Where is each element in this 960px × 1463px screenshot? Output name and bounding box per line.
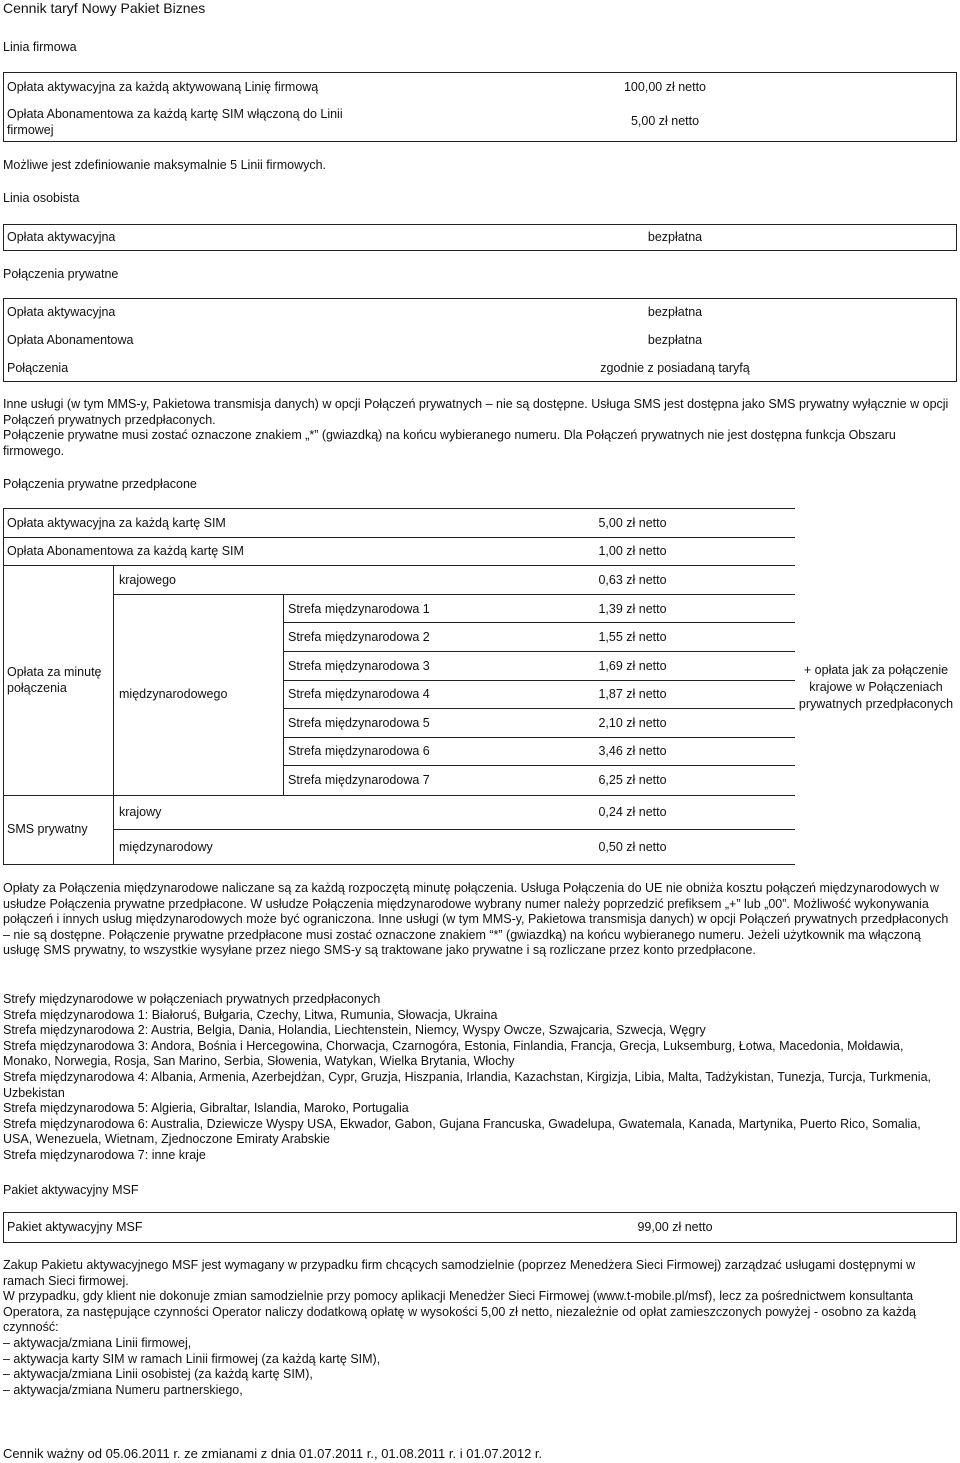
- zone-label-4: Strefa międzynarodowa 4: [288, 687, 430, 701]
- zone-line-5: Strefa międzynarodowa 5: Algieria, Gibraltar, Islandia, Maroko, Portugalia: [3, 1101, 409, 1116]
- validity-footer: Cennik ważny od 05.06.2011 r. ze zmianami z dnia 01.07.2011 r., 01.08.2011 r. i 01.07.2012 r.: [3, 1446, 543, 1461]
- przedplacone-table-line: [283, 708, 795, 709]
- zone-value-7: 6,25 zł netto: [598, 773, 667, 787]
- zone-line-4: Strefa międzynarodowa 4: Albania, Armenia, Azerbejdżan, Cypr, Gruzja, Hiszpania, Irlandia, Kazachstan, Kirgizja, Libia, Malta, Tadżykistan, Tunezja, Turcja, Turkmenia, Uzbekistan: [3, 1069, 932, 1100]
- section-heading-przedplacone: Połączenia prywatne przedpłacone: [3, 477, 197, 491]
- przedplacone-table-line: [3, 864, 795, 865]
- msf-bullet-2: – aktywacja karty SIM w ramach Linii firmowej (za każdą kartę SIM),: [3, 1351, 381, 1366]
- side-note-line-2: krajowe w Połączeniach: [809, 680, 943, 694]
- pp-note-2: Połączenie prywatne musi zostać oznaczone znakiem „*” (gwiazdką) na końcu wybieranego numeru. Dla Połączeń prywatnych nie jest dostępna funkcja Obszaru firmowego.: [3, 428, 896, 458]
- przedplacone-table-line: [3, 565, 795, 566]
- zone-label-2: Strefa międzynarodowa 2: [288, 630, 430, 644]
- przedplacone-table-line: [3, 537, 795, 538]
- linia-firmowa-value-2: 5,00 zł netto: [630, 114, 700, 128]
- sms-domestic-value: 0,24 zł netto: [598, 805, 667, 819]
- przedplacone-table-line: [113, 594, 795, 595]
- zone-line-2: Strefa międzynarodowa 2: Austria, Belgia, Dania, Holandia, Liechtenstein, Niemcy, Wyspy Owcze, Szwajcaria, Szwecja, Węgry: [3, 1023, 706, 1038]
- przedplacone-table-line: [283, 737, 795, 738]
- msf-bullet-4: – aktywacja/zmiana Numeru partnerskiego,: [3, 1382, 243, 1397]
- zone-line-3: Strefa międzynarodowa 3: Andora, Bośnia i Hercegowina, Chorwacja, Czarnogóra, Estonia, Finlandia, Francja, Grecja, Luksemburg, Łotwa, Macedonia, Mołdawia, Monako, Norwegia, Rosja, San Marino, Serbia, Słowenia, Watykan, Wielka Brytania, Włochy: [3, 1038, 904, 1069]
- msf-text: [3, 1258, 953, 1398]
- zone-value-1: 1,39 zł netto: [598, 602, 667, 616]
- zones-list: [3, 992, 953, 1164]
- subscription-value: 1,00 zł netto: [598, 544, 667, 558]
- zone-value-2: 1,55 zł netto: [598, 630, 667, 644]
- side-note: [796, 662, 956, 713]
- zone-label-7: Strefa międzynarodowa 7: [288, 773, 430, 787]
- side-note-line-1: + opłata jak za połączenie: [803, 663, 949, 677]
- zone-label-1: Strefa międzynarodowa 1: [288, 602, 430, 616]
- per-minute-label-1: Opłata za minutę: [7, 665, 102, 679]
- msf-para-2: W przypadku, gdy klient nie dokonuje zmian samodzielnie przy pomocy aplikacji Menedżer Sieci Firmowej (www.t-mobile.pl/msf), lecz za pośrednictwem konsultanta Operatora, za następujące czynności Operator naliczy dodatkową opłatę w wysokości 5,00 zł netto, niezależnie od opłat zamieszczonych powyżej - osobno za każdą czynność:: [3, 1289, 916, 1335]
- section-heading-linia-firmowa: Linia firmowa: [3, 40, 77, 54]
- section-heading-msf: Pakiet aktywacyjny MSF: [3, 1183, 139, 1197]
- page-title: Cennik taryf Nowy Pakiet Biznes: [3, 0, 206, 16]
- pp-label-1: Opłata aktywacyjna: [7, 305, 116, 319]
- przedplacone-table-line: [113, 829, 795, 830]
- international-label: międzynarodowego: [119, 687, 228, 701]
- przedplacone-table-line: [113, 565, 114, 864]
- linia-firmowa-label-2a: Opłata Abonamentowa za każdą kartę SIM włączoną do Linii: [7, 107, 343, 121]
- zones-heading: Strefy międzynarodowe w połączeniach prywatnych przedpłaconych: [3, 992, 381, 1006]
- pp-label-2: Opłata Abonamentowa: [7, 333, 134, 347]
- activation-label: Opłata aktywacyjna za każdą kartę SIM: [7, 516, 226, 530]
- domestic-value: 0,63 zł netto: [598, 573, 667, 587]
- section-heading-linia-osobista: Linia osobista: [3, 191, 80, 205]
- msf-bullet-3: – aktywacja/zmiana Linii osobistej (za każdą kartę SIM),: [3, 1367, 313, 1382]
- pp-note-1: Inne usługi (w tym MMS-y, Pakietowa transmisja danych) w opcji Połączeń prywatnych – nie są dostępne. Usługa SMS jest dostępna jako SMS prywatny wyłącznie w opcji Połączeń prywatnych przedpłaconych.: [3, 397, 949, 427]
- linia-osobista-value: bezpłatna: [647, 230, 703, 244]
- pp-value-2: bezpłatna: [647, 333, 703, 347]
- sms-label: SMS prywatny: [7, 822, 88, 836]
- linia-firmowa-label-1: Opłata aktywacyjna za każdą aktywowaną Linię firmową: [7, 80, 319, 94]
- przedplacone-table-line: [3, 508, 4, 864]
- msf-para-1: Zakup Pakietu aktywacyjnego MSF jest wymagany w przypadku firm chcących samodzielnie (poprzez Menedżera Sieci Firmowej) zarządzać usługami dostępnymi w ramach Sieci firmowej.: [3, 1258, 916, 1288]
- pp-label-3: Połączenia: [7, 361, 69, 375]
- przedplacone-table-line: [283, 594, 284, 795]
- msf-bullet-1: – aktywacja/zmiana Linii firmowej,: [3, 1335, 192, 1350]
- linia-osobista-table: [3, 224, 957, 251]
- przedplacone-table-line: [3, 795, 795, 796]
- zone-value-6: 3,46 zł netto: [598, 744, 667, 758]
- per-minute-label-2: połączenia: [7, 681, 67, 695]
- pp-notes: [3, 397, 953, 459]
- sms-international-value: 0,50 zł netto: [598, 840, 667, 854]
- zone-value-5: 2,10 zł netto: [598, 716, 667, 730]
- przedplacone-notes: Opłaty za Połączenia międzynarodowe naliczane są za każdą rozpoczętą minutę połączenia. Usługa Połączenia do UE nie obniża kosztu połączeń międzynarodowych w usłudze Połączenia prywatne przedpłacone. W usłudze Połączenia międzynarodowe wybrany numer należy poprzedzić prefiksem „+” lub „00”. Możliwość wykonywania połączeń i innych usług międzynarodowych może być ograniczona. Inne usługi (w tym MMS-y, Pakietowa transmisja danych) w opcji Połączeń prywatnych przedpłaconych – nie są dostępne. Połączenie prywatne przedpłacone musi zostać oznaczone znakiem “*” (gwiazdką) na końcu wybieranego numeru. Jeżeli użytkownik ma włączoną usługę SMS prywatny, to wszystkie wysyłane przez niego SMS-y są traktowane jako prywatne i są rozliczane przez konto przedpłacone.: [3, 881, 949, 958]
- polaczenia-prywatne-table: [3, 298, 957, 382]
- zone-line-1: Strefa międzynarodowa 1: Białoruś, Bułgaria, Czechy, Litwa, Rumunia, Słowacja, Ukraina: [3, 1007, 498, 1022]
- zone-label-6: Strefa międzynarodowa 6: [288, 744, 430, 758]
- zone-line-7: Strefa międzynarodowa 7: inne kraje: [3, 1147, 206, 1162]
- pp-value-1: bezpłatna: [647, 305, 703, 319]
- zone-line-6: Strefa międzynarodowa 6: Australia, Dziewicze Wyspy USA, Ekwador, Gabon, Gujana Francuska, Gwadelupa, Gwatemala, Kanada, Martynika, Puerto Rico, Somalia, USA, Wenezuela, Wietnam, Zjednoczone Emiraty Arabskie: [3, 1116, 921, 1147]
- linia-osobista-label: Opłata aktywacyjna: [7, 230, 116, 244]
- zone-label-5: Strefa międzynarodowa 5: [288, 716, 430, 730]
- msf-label: Pakiet aktywacyjny MSF: [7, 1220, 143, 1234]
- zone-value-3: 1,69 zł netto: [598, 659, 667, 673]
- zone-label-3: Strefa międzynarodowa 3: [288, 659, 430, 673]
- side-note-line-3: prywatnych przedpłaconych: [798, 697, 954, 711]
- activation-value: 5,00 zł netto: [598, 516, 667, 530]
- section-heading-polaczenia-prywatne: Połączenia prywatne: [3, 267, 119, 281]
- msf-table: [3, 1212, 957, 1243]
- sms-domestic-label: krajowy: [119, 805, 162, 819]
- przedplacone-table-line: [283, 680, 795, 681]
- zone-value-4: 1,87 zł netto: [598, 687, 667, 701]
- subscription-label: Opłata Abonamentowa za każdą kartę SIM: [7, 544, 244, 558]
- przedplacone-table-line: [3, 508, 795, 509]
- linia-firmowa-value-1: 100,00 zł netto: [623, 80, 706, 94]
- przedplacone-table-line: [283, 622, 795, 623]
- pp-value-3: zgodnie z posiadaną taryfą: [600, 361, 750, 375]
- linia-firmowa-label-2b: firmowej: [7, 123, 54, 137]
- przedplacone-table-line: [283, 651, 795, 652]
- msf-value: 99,00 zł netto: [637, 1220, 713, 1234]
- domestic-label: krajowego: [119, 573, 176, 587]
- sms-international-label: międzynarodowy: [119, 840, 213, 854]
- linia-firmowa-note: Możliwe jest zdefiniowanie maksymalnie 5 Linii firmowych.: [3, 158, 327, 172]
- przedplacone-table-line: [283, 765, 795, 766]
